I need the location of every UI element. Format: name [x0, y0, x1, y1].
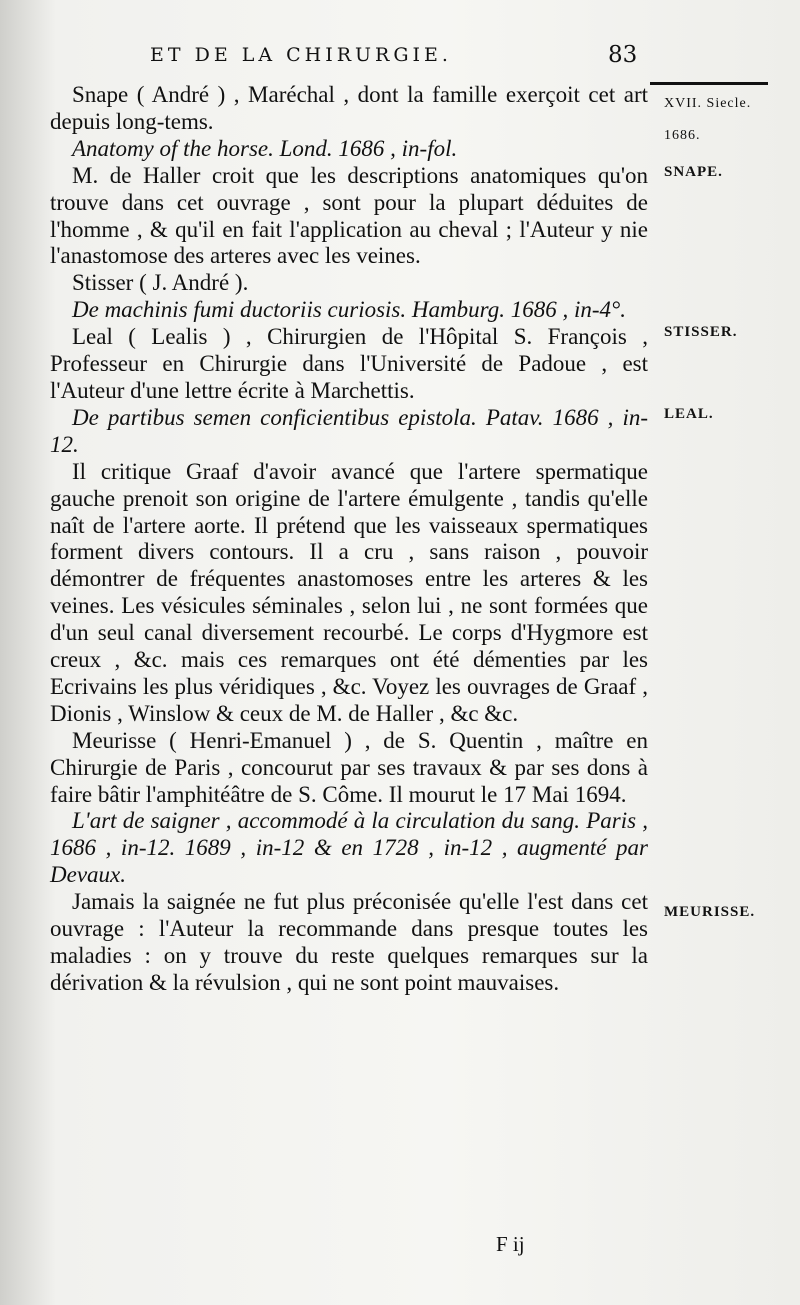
margin-note-year: 1686. — [664, 128, 701, 143]
margin-note-stisser: STISSER. — [664, 324, 738, 340]
paragraph-stisser-title: De machinis fumi ductoriis curiosis. Hamburg. 1686 , in-4°. — [72, 297, 626, 323]
running-header: ET DE LA CHIRURGIE. — [150, 44, 452, 66]
paragraph-leal-comment: Il critique Graaf d'avoir avancé que l'artere spermatique gauche prenoit son origine de l'artere émulgente , tandis qu'elle naît de l'artere aorte. Il prétend que les vaisseaux spermatiques forment divers contours. Il a cru , sans raison , pouvoir démontrer de fréquentes anastomoses entre les arteres & les veines. Les vésicules séminales , selon lui , ne sont formées que d'un seul canal diversement recourbé. Le corps d'Hygmore est creux , &c. mais ces remarques ont été démenties par les Ecrivains les plus véridiques , &c. Voyez les ouvrages de Graaf , Dionis , Winslow & ceux de M. de Haller , &c &c. — [50, 458, 648, 726]
paragraph-leal-entry: Leal ( Lealis ) , Chirurgien de l'Hôpital S. François , Professeur en Chirurgie dans l'Université de Padoue , est l'Auteur d'une lettre écrite à Marchettis. — [50, 324, 648, 403]
paragraph-stisser-entry: Stisser ( J. André ). — [72, 270, 249, 296]
margin-note-century: XVII. Siecle. — [664, 96, 752, 111]
paragraph-snape-title: Anatomy of the horse. Lond. 1686 , in-fol. — [72, 135, 458, 161]
paragraph-snape-entry: Snape ( André ) , Maréchal , dont la famille exerçoit cet art depuis long-tems. — [50, 82, 648, 134]
main-text — [50, 82, 648, 997]
paragraph-meurisse-entry: Meurisse ( Henri-Emanuel ) , de S. Quentin , maître en Chirurgie de Paris , concourut par ses travaux & par ses dons à faire bâtir l'amphitéâtre de S. Côme. Il mourut le 17 Mai 1694. — [50, 727, 648, 807]
margin-note-snape: SNAPE. — [664, 164, 723, 180]
paragraph-snape-comment: M. de Haller croit que les descriptions anatomiques qu'on trouve dans cet ouvrage , sont pour la plupart déduites de l'homme , & qu'il en fait l'application au cheval ; l'Auteur y nie l'anastomose des arteres avec les veines. — [50, 162, 648, 269]
paragraph-meurisse-comment: Jamais la saignée ne fut plus préconisée qu'elle l'est dans cet ouvrage : l'Auteur la recommande dans presque toutes les maladies : on y trouve du reste quelques remarques sur la dérivation & la révulsion , qui ne sont point mauvaises. — [50, 889, 648, 995]
signature-mark: F ij — [496, 1232, 525, 1256]
margin-note-meurisse: MEURISSE. — [664, 904, 756, 920]
paragraph-meurisse-title: L'art de saigner , accommodé à la circulation du sang. Paris , 1686 , in-12. 1689 , in-12 & en 1728 , in-12 , augmenté par Devaux. — [50, 808, 648, 888]
paragraph-leal-title: De partibus semen conficientibus epistola. Patav. 1686 , in-12. — [50, 404, 648, 457]
margin-rule — [650, 82, 768, 85]
page-number: 83 — [608, 42, 638, 68]
margin-note-leal: LEAL. — [664, 406, 714, 422]
